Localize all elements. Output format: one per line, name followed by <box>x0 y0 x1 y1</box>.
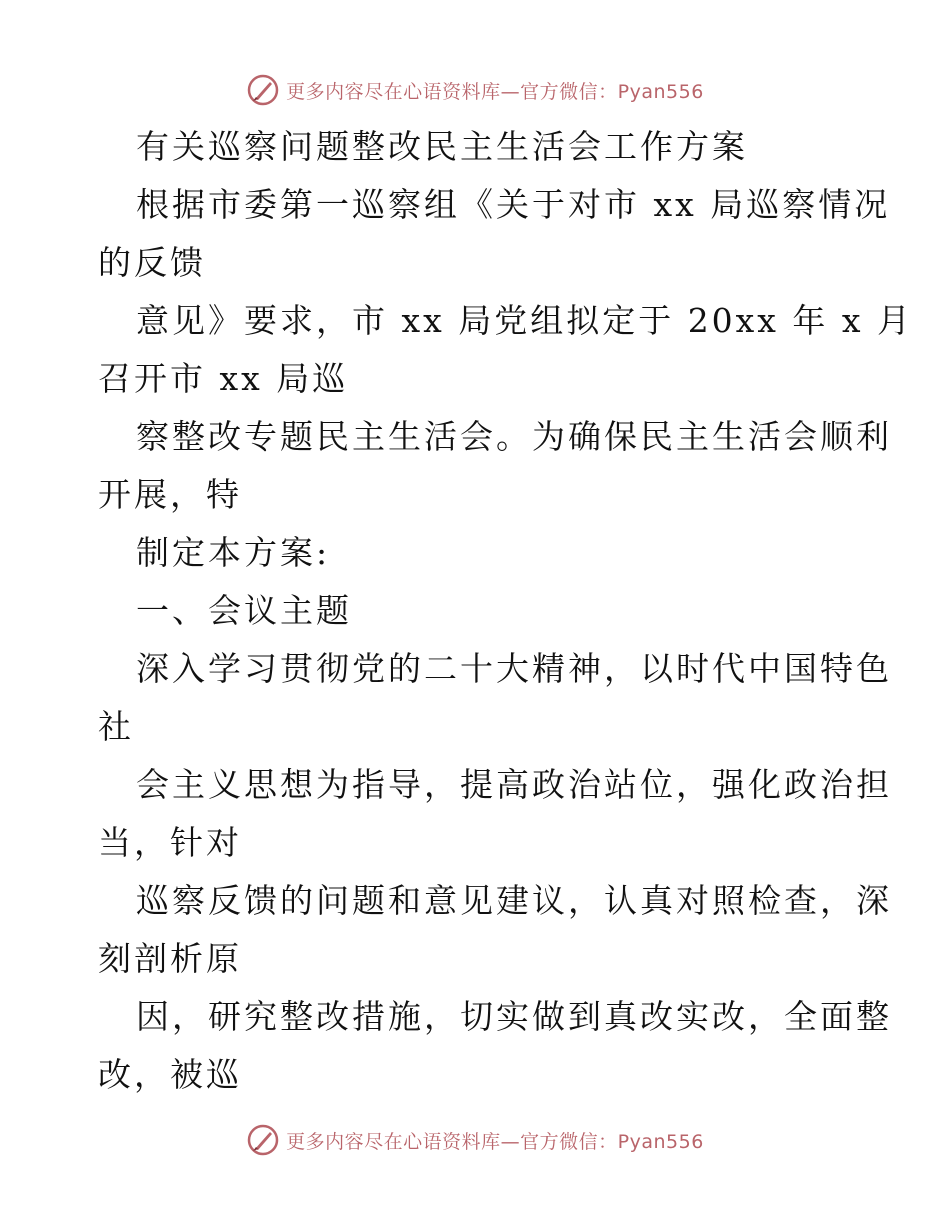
text-line: 根据市委第一巡察组《关于对市 xx 局巡察情况 <box>136 185 891 224</box>
document-body <box>98 118 913 1104</box>
text-line: 因，研究整改措施，切实做到真改实改，全面整 <box>136 997 892 1036</box>
text-line: 当，针对 <box>98 823 242 862</box>
text-line: 社 <box>98 707 134 746</box>
text-line: 的反馈 <box>98 243 206 282</box>
text-line: 意见》要求，市 xx 局党组拟定于 20xx 年 x 月 <box>136 301 913 340</box>
watermark-text: 更多内容尽在心语资料库—官方微信：Pyan556 <box>286 80 704 103</box>
text-line: 召开市 xx 局巡 <box>98 359 349 398</box>
text-line: 深入学习贯彻党的二十大精神，以时代中国特色 <box>136 649 892 688</box>
header-watermark-banner <box>0 70 950 110</box>
footer-watermark-banner <box>0 1120 950 1160</box>
text-line: 刻剖析原 <box>98 939 242 978</box>
text-line: 会主义思想为指导，提高政治站位，强化政治担 <box>136 765 892 804</box>
text-line: 开展，特 <box>98 475 242 514</box>
watermark-text: 更多内容尽在心语资料库—官方微信：Pyan556 <box>286 1130 704 1153</box>
text-line: 一、会议主题 <box>136 591 352 630</box>
text-line: 有关巡察问题整改民主生活会工作方案 <box>136 127 748 166</box>
quill-pen-circle-icon <box>246 1123 280 1157</box>
quill-pen-circle-icon <box>246 73 280 107</box>
text-line: 巡察反馈的问题和意见建议，认真对照检查，深 <box>136 881 892 920</box>
text-line: 改，被巡 <box>98 1055 242 1094</box>
text-line: 制定本方案: <box>136 533 331 572</box>
text-line: 察整改专题民主生活会。为确保民主生活会顺利 <box>136 417 892 456</box>
